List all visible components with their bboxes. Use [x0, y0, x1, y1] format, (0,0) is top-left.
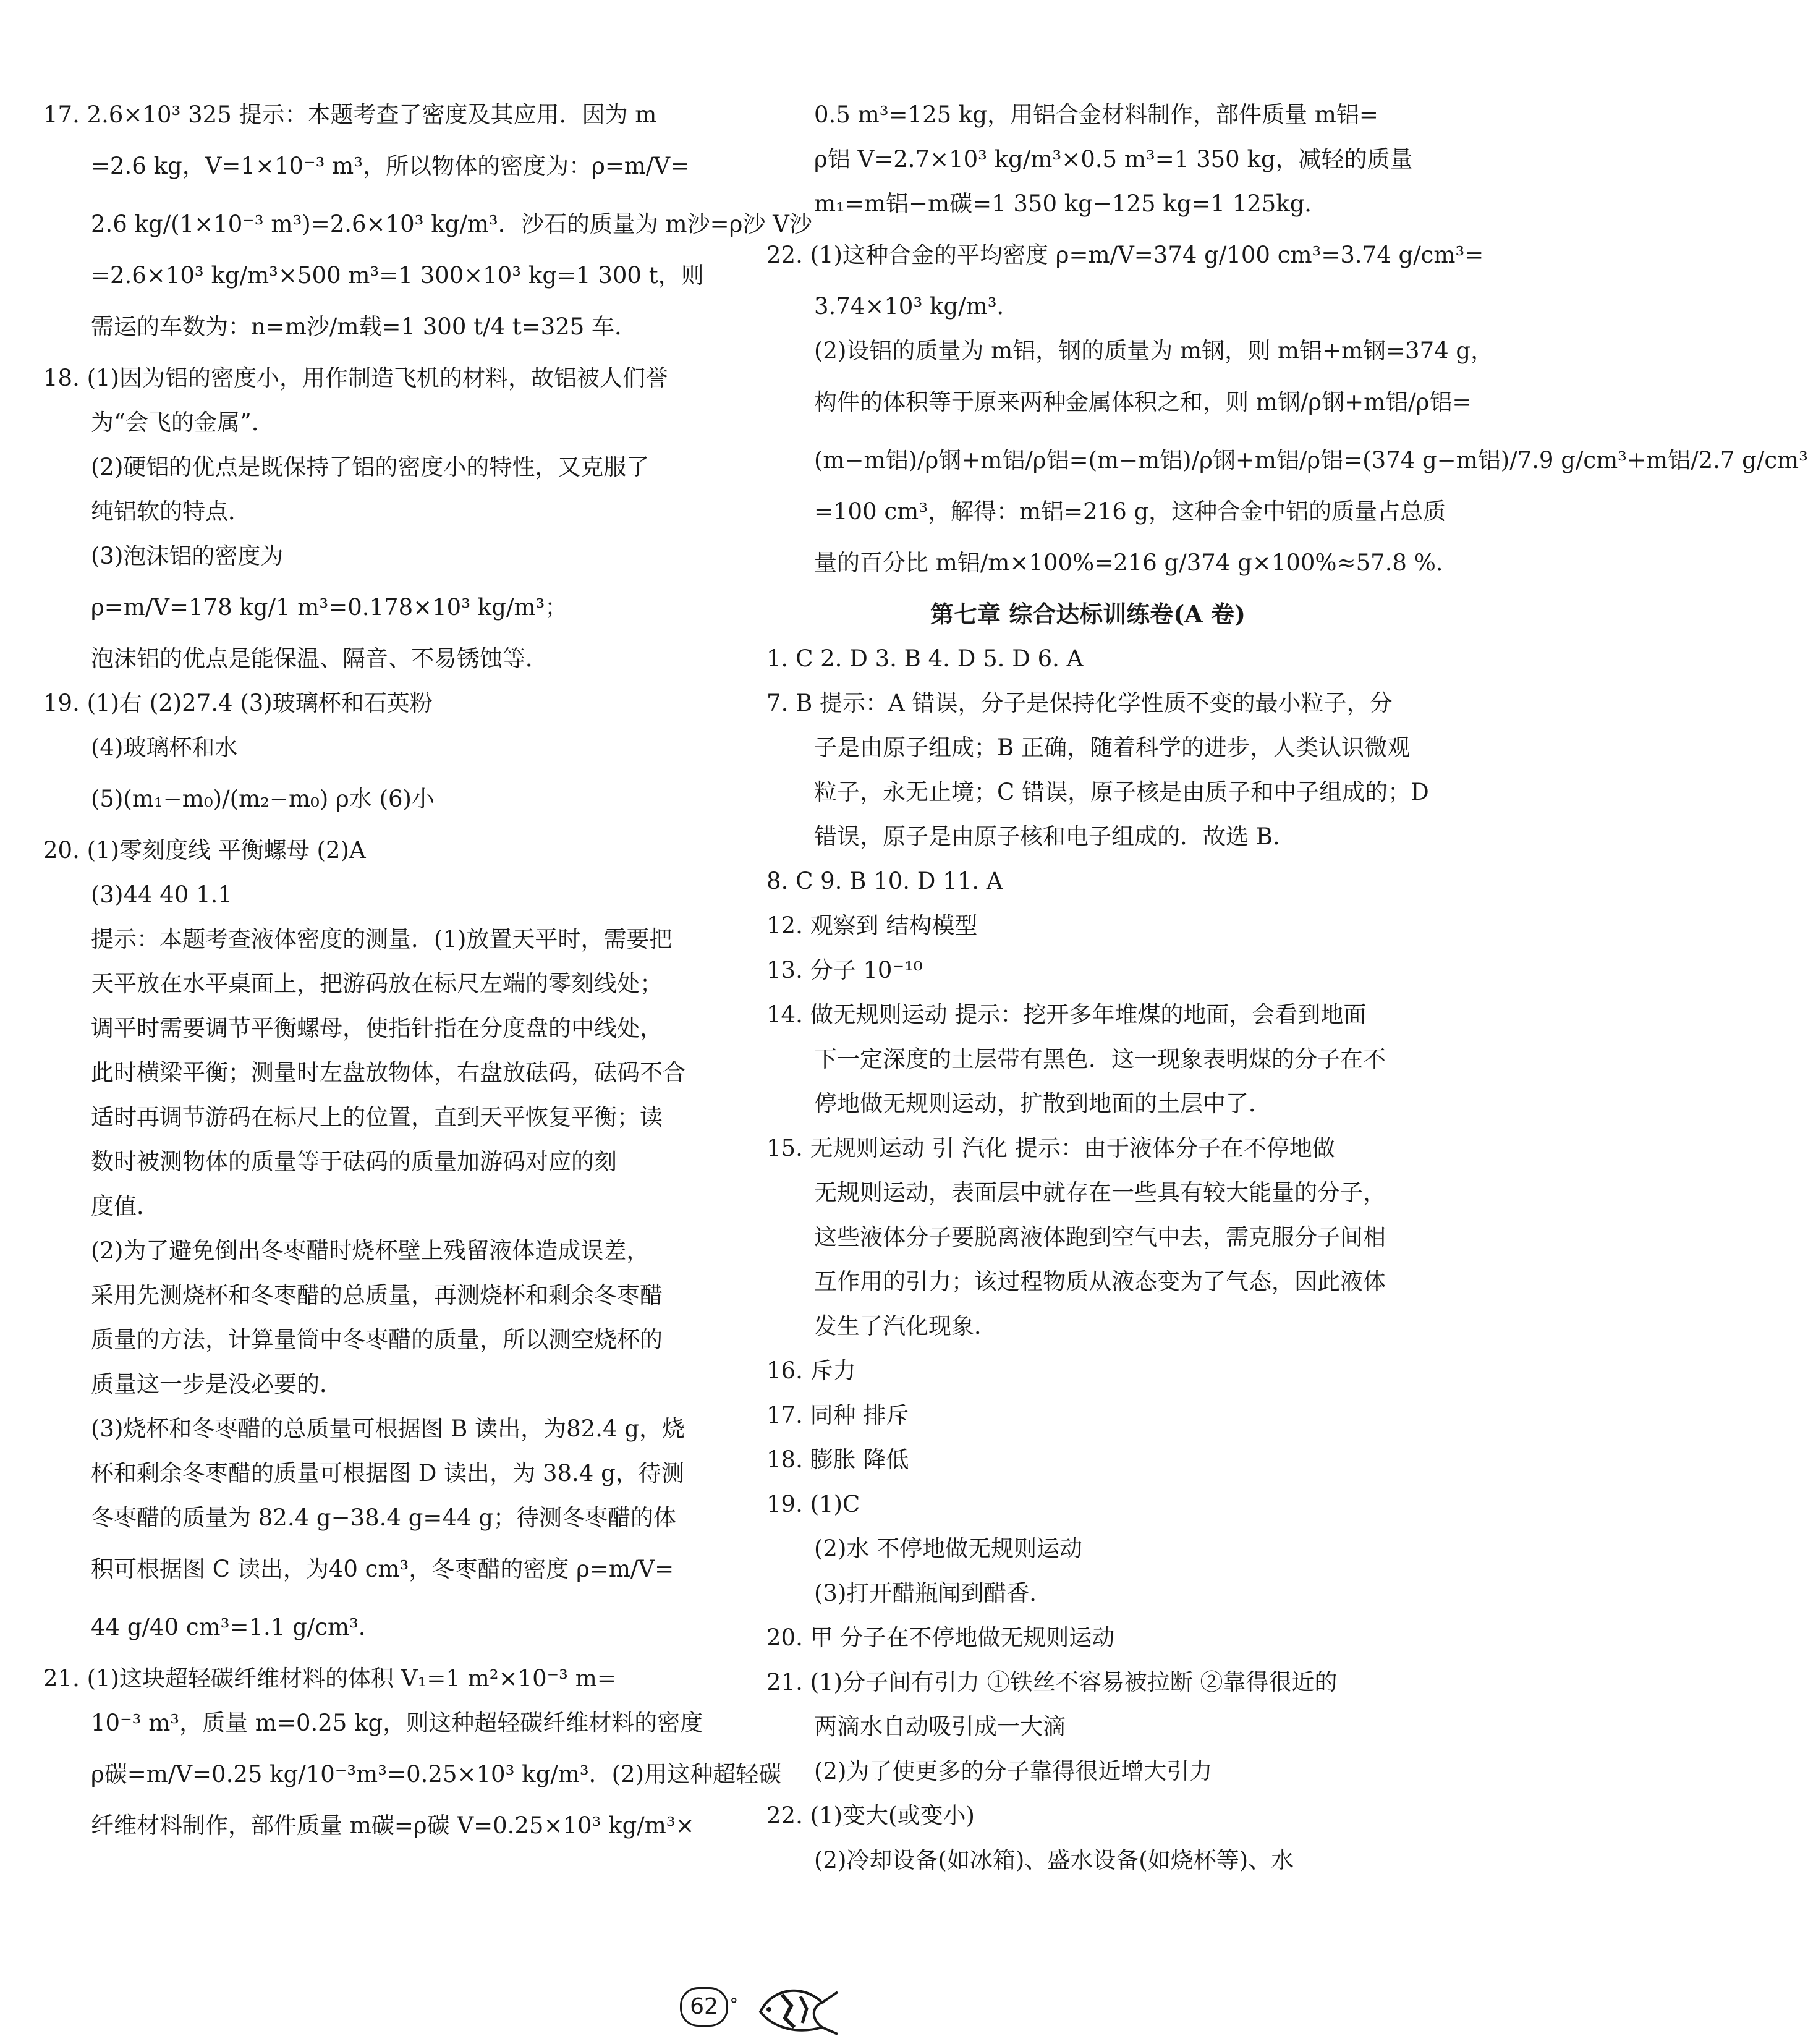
left-column-line: ρ碳=m/V=0.25 kg/10⁻³m³=0.25×10³ kg/m³．(2)用这种超轻碳	[91, 1761, 782, 1787]
right-column-line: (3)打开醋瓶闻到醋香．	[814, 1580, 1053, 1606]
left-column-line: 44 g/40 cm³=1.1 g/cm³．	[91, 1614, 381, 1640]
left-column-line: 天平放在水平桌面上，把游码放在标尺左端的零刻线处；	[91, 970, 663, 997]
left-column-line: 质量的方法，计算量筒中冬枣醋的质量，所以测空烧杯的	[91, 1326, 663, 1353]
right-column-line: (m−m铝)/ρ钢+m铝/ρ铝=(m−m铝)/ρ钢+m铝/ρ铝=(374 g−m铝)/7.9 g/cm³+m铝/2.7 g/cm³	[814, 447, 1808, 473]
right-column-line: 互作用的引力；该过程物质从液态变为了气态，因此液体	[814, 1268, 1386, 1295]
right-column-line: 0.5 m³=125 kg，用铝合金材料制作，部件质量 m铝=	[814, 101, 1378, 128]
right-column-line: 无规则运动，表面层中就存在一些具有较大能量的分子，	[814, 1179, 1386, 1206]
right-column-line: 7. B 提示：A 错误，分子是保持化学性质不变的最小粒子，分	[766, 690, 1393, 716]
right-column	[766, 93, 1808, 1883]
left-column-line: 此时横梁平衡；测量时左盘放物体，右盘放砝码，砝码不合	[91, 1059, 685, 1086]
right-column-line: 停地做无规则运动，扩散到地面的土层中了．	[814, 1090, 1271, 1117]
right-column-line: 15. 无规则运动 引 汽化 提示：由于液体分子在不停地做	[766, 1135, 1335, 1161]
right-column-line: ρ铝 V=2.7×10³ kg/m³×0.5 m³=1 350 kg，减轻的质量	[814, 146, 1413, 172]
left-column-line: 采用先测烧杯和冬枣醋的总质量，再测烧杯和剩余冬枣醋	[91, 1282, 663, 1308]
right-column-line: 16. 斥力	[766, 1357, 856, 1384]
left-column-line: =2.6 kg，V=1×10⁻³ m³，所以物体的密度为：ρ=m/V=	[91, 153, 690, 179]
left-column-line: (2)为了避免倒出冬枣醋时烧杯壁上残留液体造成误差，	[91, 1237, 650, 1264]
right-column-line: 8. C 9. B 10. D 11. A	[766, 868, 1003, 894]
footer-dot: ∘	[729, 1990, 739, 2011]
left-column-line: (2)硬铝的优点是既保持了铝的密度小的特性，又克服了	[91, 454, 650, 480]
right-column-line: 两滴水自动吸引成一大滴	[814, 1713, 1066, 1740]
right-column-line: 21. (1)分子间有引力 ①铁丝不容易被拉断 ②靠得很近的	[766, 1669, 1338, 1695]
right-column-line: 构件的体积等于原来两种金属体积之和，则 m钢/ρ钢+m铝/ρ铝=	[814, 389, 1472, 415]
left-column-line: 质量这一步是没必要的．	[91, 1371, 342, 1397]
right-column-line: 20. 甲 分子在不停地做无规则运动	[766, 1624, 1115, 1651]
right-column-line: 错误，原子是由原子核和电子组成的．故选 B．	[814, 823, 1296, 850]
left-column-line: 提示：本题考查液体密度的测量．(1)放置天平时，需要把	[91, 926, 673, 952]
right-column-line: 量的百分比 m铝/m×100%=216 g/374 g×100%≈57.8 %．	[814, 549, 1459, 576]
left-column-line: 19. (1)右 (2)27.4 (3)玻璃杯和石英粉	[43, 690, 433, 716]
left-column-line: =2.6×10³ kg/m³×500 m³=1 300×10³ kg=1 300 t，则	[91, 262, 704, 289]
right-column-line: 13. 分子 10⁻¹⁰	[766, 957, 923, 983]
left-column-line: 为“会飞的金属”．	[91, 409, 274, 436]
left-column-line: (3)泡沫铝的密度为	[91, 543, 284, 569]
right-column-line: 3.74×10³ kg/m³．	[814, 293, 1020, 320]
right-column-line: =100 cm³，解得：m铝=216 g，这种合金中铝的质量占总质	[814, 498, 1446, 525]
right-column-line: (2)水 不停地做无规则运动	[814, 1535, 1083, 1562]
right-column-line: 14. 做无规则运动 提示：挖开多年堆煤的地面，会看到地面	[766, 1001, 1367, 1028]
right-column-line: m₁=m铝−m碳=1 350 kg−125 kg=1 125kg．	[814, 190, 1328, 217]
left-column-line: (3)烧杯和冬枣醋的总质量可根据图 B 读出，为82.4 g，烧	[91, 1415, 685, 1442]
right-column-line: 粒子，永无止境；C 错误，原子核是由质子和中子组成的；D	[814, 779, 1429, 805]
right-column-line: (2)冷却设备(如冰箱)、盛水设备(如烧杯等)、水	[814, 1847, 1294, 1873]
right-column-line: 下一定深度的土层带有黑色．这一现象表明煤的分子在不	[814, 1046, 1386, 1072]
left-column-line: 纯铝软的特点．	[91, 498, 251, 525]
right-column-line: 这些液体分子要脱离液体跑到空气中去，需克服分子间相	[814, 1224, 1386, 1250]
right-column-line: 18. 膨胀 降低	[766, 1446, 909, 1473]
left-column-line: 17. 2.6×10³ 325 提示：本题考查了密度及其应用．因为 m	[43, 101, 657, 128]
right-column-line: 22. (1)这种合金的平均密度 ρ=m/V=374 g/100 cm³=3.74 g/cm³=	[766, 242, 1484, 268]
left-column-line: 冬枣醋的质量为 82.4 g−38.4 g=44 g；待测冬枣醋的体	[91, 1504, 676, 1531]
right-column-line: 发生了汽化现象．	[814, 1313, 997, 1339]
right-column-line: 子是由原子组成；B 正确，随着科学的进步，人类认识微观	[814, 734, 1410, 761]
left-column-line: 泡沫铝的优点是能保温、隔音、不易锈蚀等．	[91, 645, 548, 672]
right-column-line: 22. (1)变大(或变小)	[766, 1802, 975, 1829]
left-column-line: (5)(m₁−m₀)/(m₂−m₀) ρ水 (6)小	[91, 786, 435, 812]
page-footer	[680, 1981, 865, 2037]
left-column-line: (4)玻璃杯和水	[91, 734, 238, 761]
right-column-line: (2)设铝的质量为 m铝，钢的质量为 m钢，则 m铝+m钢=374 g，	[814, 337, 1494, 364]
left-column-line: 度值．	[91, 1193, 159, 1219]
right-column-line: 19. (1)C	[766, 1491, 860, 1517]
left-column-line: 数时被测物体的质量等于砝码的质量加游码对应的刻	[91, 1148, 617, 1175]
left-column-line: 纤维材料制作，部件质量 m碳=ρ碳 V=0.25×10³ kg/m³×	[91, 1812, 695, 1839]
left-column-line: 需运的车数为：n=m沙/m载=1 300 t/4 t=325 车．	[91, 313, 638, 340]
left-column-line: 适时再调节游码在标尺上的位置，直到天平恢复平衡；读	[91, 1104, 663, 1130]
left-column-line: 调平时需要调节平衡螺母，使指针指在分度盘的中线处，	[91, 1015, 663, 1041]
left-column-line: 20. (1)零刻度线 平衡螺母 (2)A	[43, 837, 366, 863]
left-column-line: 18. (1)因为铝的密度小，用作制造飞机的材料，故铝被人们誉	[43, 365, 669, 391]
right-column-line: 12. 观察到 结构模型	[766, 912, 978, 939]
left-column-line: ρ=m/V=178 kg/1 m³=0.178×10³ kg/m³；	[91, 594, 568, 621]
left-column-line: 杯和剩余冬枣醋的质量可根据图 D 读出，为 38.4 g，待测	[91, 1460, 684, 1486]
page-number: 62	[680, 1987, 728, 2027]
left-column-line: 积可根据图 C 读出，为40 cm³，冬枣醋的密度 ρ=m/V=	[91, 1556, 674, 1582]
section-heading: 第七章 综合达标训练卷(A 卷)	[930, 600, 1246, 628]
left-column-line: 10⁻³ m³，质量 m=0.25 kg，则这种超轻碳纤维材料的密度	[91, 1710, 703, 1736]
left-column-line: 21. (1)这块超轻碳纤维材料的体积 V₁=1 m²×10⁻³ m=	[43, 1665, 616, 1692]
right-column-line: 1. C 2. D 3. B 4. D 5. D 6. A	[766, 645, 1084, 672]
left-column-line: (3)44 40 1.1	[91, 881, 232, 908]
right-column-line: 17. 同种 排斥	[766, 1402, 909, 1428]
fish-logo-icon	[748, 1981, 841, 2035]
left-column-line: 2.6 kg/(1×10⁻³ m³)=2.6×10³ kg/m³．沙石的质量为 m沙=ρ沙 V沙	[91, 211, 812, 237]
right-column-line: (2)为了使更多的分子靠得很近增大引力	[814, 1758, 1213, 1784]
